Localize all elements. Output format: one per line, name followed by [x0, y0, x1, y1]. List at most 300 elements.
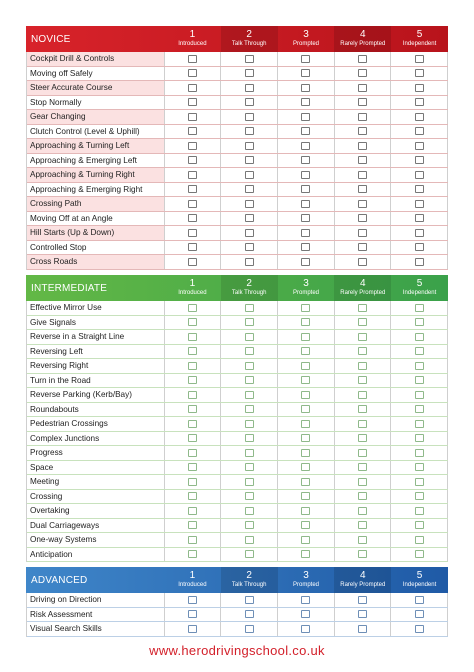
- checkbox[interactable]: [358, 434, 367, 442]
- checkbox[interactable]: [301, 127, 310, 135]
- level-cell: [165, 212, 222, 226]
- checkbox[interactable]: [358, 449, 367, 457]
- checkbox[interactable]: [358, 98, 367, 106]
- level-cell: [278, 593, 335, 607]
- checkbox[interactable]: [188, 142, 197, 150]
- checkbox[interactable]: [301, 550, 310, 558]
- level-cell: [391, 622, 448, 636]
- checkbox[interactable]: [358, 55, 367, 63]
- checkbox[interactable]: [358, 258, 367, 266]
- level-cell: [391, 548, 448, 562]
- level-cell: [165, 374, 222, 388]
- checkbox[interactable]: [358, 405, 367, 413]
- level-cell: [391, 504, 448, 518]
- skill-row: [27, 490, 448, 505]
- level-cell: [221, 519, 278, 533]
- checkbox[interactable]: [415, 536, 424, 544]
- checkbox[interactable]: [245, 449, 254, 457]
- checkbox[interactable]: [358, 243, 367, 251]
- checkbox[interactable]: [245, 492, 254, 500]
- skill-name: One-way Systems: [27, 533, 165, 547]
- checkbox[interactable]: [188, 113, 197, 121]
- level-cell: [221, 417, 278, 431]
- level-cell: [278, 461, 335, 475]
- checkbox[interactable]: [188, 434, 197, 442]
- checkbox[interactable]: [301, 243, 310, 251]
- checkbox[interactable]: [188, 507, 197, 515]
- level-number: 5: [416, 570, 423, 581]
- level-cell: [278, 81, 335, 95]
- checkbox[interactable]: [188, 84, 197, 92]
- level-cell: [278, 548, 335, 562]
- level-cell: [391, 226, 448, 240]
- checkbox[interactable]: [188, 98, 197, 106]
- checkbox[interactable]: [188, 492, 197, 500]
- checkbox[interactable]: [415, 492, 424, 500]
- checkbox[interactable]: [301, 625, 310, 633]
- level-cell: [335, 110, 392, 124]
- checkbox[interactable]: [358, 362, 367, 370]
- checkbox[interactable]: [415, 127, 424, 135]
- checkbox[interactable]: [188, 171, 197, 179]
- level-cell: [278, 110, 335, 124]
- level-cell: [165, 519, 222, 533]
- skill-row: [27, 359, 448, 374]
- checkbox[interactable]: [188, 391, 197, 399]
- checkbox[interactable]: [188, 214, 197, 222]
- skill-row: [27, 622, 448, 637]
- checkbox[interactable]: [415, 55, 424, 63]
- checkbox[interactable]: [245, 625, 254, 633]
- skill-name: Reverse in a Straight Line: [27, 330, 165, 344]
- checkbox[interactable]: [301, 596, 310, 604]
- checkbox[interactable]: [301, 434, 310, 442]
- level-column-header: [391, 567, 448, 593]
- checkbox[interactable]: [358, 610, 367, 618]
- level-column-header: [334, 275, 391, 301]
- checkbox[interactable]: [245, 258, 254, 266]
- checkbox[interactable]: [301, 391, 310, 399]
- checkbox[interactable]: [415, 304, 424, 312]
- skill-row: [27, 432, 448, 447]
- checkbox[interactable]: [415, 625, 424, 633]
- advanced-section: [26, 567, 448, 637]
- level-cell: [221, 301, 278, 315]
- level-column-header: [334, 26, 391, 52]
- checkbox[interactable]: [301, 98, 310, 106]
- checkbox[interactable]: [415, 113, 424, 121]
- level-cell: [335, 374, 392, 388]
- checkbox[interactable]: [301, 449, 310, 457]
- checkbox[interactable]: [415, 200, 424, 208]
- level-number: 5: [416, 29, 423, 40]
- checkbox[interactable]: [415, 376, 424, 384]
- checkbox[interactable]: [358, 200, 367, 208]
- skill-row: [27, 110, 448, 125]
- checkbox[interactable]: [188, 449, 197, 457]
- level-cell: [278, 608, 335, 622]
- checkbox[interactable]: [245, 550, 254, 558]
- checkbox[interactable]: [358, 229, 367, 237]
- checkbox[interactable]: [415, 156, 424, 164]
- checkbox[interactable]: [188, 376, 197, 384]
- checkbox[interactable]: [415, 405, 424, 413]
- skill-name: Steer Accurate Course: [27, 81, 165, 95]
- checkbox[interactable]: [245, 98, 254, 106]
- checkbox[interactable]: [301, 333, 310, 341]
- checkbox[interactable]: [245, 405, 254, 413]
- checkbox[interactable]: [415, 550, 424, 558]
- checkbox[interactable]: [301, 478, 310, 486]
- checkbox[interactable]: [358, 492, 367, 500]
- level-cell: [221, 255, 278, 269]
- checkbox[interactable]: [301, 304, 310, 312]
- checkbox[interactable]: [245, 214, 254, 222]
- level-cell: [278, 125, 335, 139]
- level-cell: [391, 125, 448, 139]
- level-number: 1: [189, 278, 196, 289]
- level-cell: [221, 461, 278, 475]
- level-cell: [221, 608, 278, 622]
- checkbox[interactable]: [301, 214, 310, 222]
- checkbox[interactable]: [245, 376, 254, 384]
- skill-name: Stop Normally: [27, 96, 165, 110]
- checkbox[interactable]: [358, 376, 367, 384]
- checkbox[interactable]: [301, 347, 310, 355]
- novice-header: [26, 26, 448, 52]
- checkbox[interactable]: [358, 596, 367, 604]
- checkbox[interactable]: [358, 214, 367, 222]
- checkbox[interactable]: [301, 536, 310, 544]
- level-cell: [391, 52, 448, 66]
- skill-name: Effective Mirror Use: [27, 301, 165, 315]
- checkbox[interactable]: [301, 171, 310, 179]
- checkbox[interactable]: [245, 610, 254, 618]
- level-cell: [165, 345, 222, 359]
- checkbox[interactable]: [358, 156, 367, 164]
- checkbox[interactable]: [415, 171, 424, 179]
- checkbox[interactable]: [188, 347, 197, 355]
- checkbox[interactable]: [188, 258, 197, 266]
- checkbox[interactable]: [188, 304, 197, 312]
- checkbox[interactable]: [358, 113, 367, 121]
- checkbox[interactable]: [245, 113, 254, 121]
- checkbox[interactable]: [415, 318, 424, 326]
- level-number: 3: [303, 278, 309, 289]
- skill-name: Crossing: [27, 490, 165, 504]
- checkbox[interactable]: [358, 420, 367, 428]
- checkbox[interactable]: [301, 185, 310, 193]
- checkbox[interactable]: [245, 478, 254, 486]
- checkbox[interactable]: [188, 405, 197, 413]
- checkbox[interactable]: [358, 127, 367, 135]
- checkbox[interactable]: [245, 463, 254, 471]
- novice-title: NOVICE: [31, 33, 71, 45]
- level-cell: [278, 241, 335, 255]
- skill-row: [27, 461, 448, 476]
- intermediate-skill-list: [26, 301, 448, 562]
- checkbox[interactable]: [358, 550, 367, 558]
- checkbox[interactable]: [301, 84, 310, 92]
- checkbox[interactable]: [188, 333, 197, 341]
- checkbox[interactable]: [188, 185, 197, 193]
- checkbox[interactable]: [358, 318, 367, 326]
- checkbox[interactable]: [358, 69, 367, 77]
- level-cell: [335, 81, 392, 95]
- skill-row: [27, 593, 448, 608]
- skill-name: Overtaking: [27, 504, 165, 518]
- checkbox[interactable]: [245, 434, 254, 442]
- checkbox[interactable]: [245, 55, 254, 63]
- skill-name: Cross Roads: [27, 255, 165, 269]
- level-cell: [221, 533, 278, 547]
- level-cell: [165, 197, 222, 211]
- checkbox[interactable]: [245, 347, 254, 355]
- skill-name: Progress: [27, 446, 165, 460]
- skill-row: [27, 81, 448, 96]
- checkbox[interactable]: [301, 362, 310, 370]
- checkbox[interactable]: [245, 521, 254, 529]
- checkbox[interactable]: [188, 420, 197, 428]
- level-cell: [221, 330, 278, 344]
- checkbox[interactable]: [358, 478, 367, 486]
- checkbox[interactable]: [358, 185, 367, 193]
- checkbox[interactable]: [245, 420, 254, 428]
- level-label: Introduced: [178, 41, 207, 47]
- checkbox[interactable]: [188, 69, 197, 77]
- footer-website[interactable]: www.herodrivingschool.co.uk: [149, 643, 325, 658]
- level-cell: [165, 533, 222, 547]
- checkbox[interactable]: [358, 84, 367, 92]
- checkbox[interactable]: [245, 391, 254, 399]
- checkbox[interactable]: [188, 55, 197, 63]
- level-cell: [221, 475, 278, 489]
- checkbox[interactable]: [301, 142, 310, 150]
- checkbox[interactable]: [188, 229, 197, 237]
- level-cell: [278, 154, 335, 168]
- checkbox[interactable]: [358, 347, 367, 355]
- level-column-header: [221, 275, 278, 301]
- skill-row: [27, 446, 448, 461]
- skill-name: Moving off Safely: [27, 67, 165, 81]
- level-cell: [221, 183, 278, 197]
- checkbox[interactable]: [245, 333, 254, 341]
- skill-row: [27, 212, 448, 227]
- checkbox[interactable]: [358, 463, 367, 471]
- checkbox[interactable]: [415, 463, 424, 471]
- level-cell: [221, 241, 278, 255]
- checkbox[interactable]: [301, 420, 310, 428]
- checkbox[interactable]: [188, 156, 197, 164]
- checkbox[interactable]: [415, 69, 424, 77]
- level-column-header: [278, 26, 335, 52]
- checkbox[interactable]: [358, 536, 367, 544]
- level-cell: [335, 212, 392, 226]
- checkbox[interactable]: [301, 113, 310, 121]
- checkbox[interactable]: [415, 391, 424, 399]
- checkbox[interactable]: [188, 200, 197, 208]
- checkbox[interactable]: [188, 625, 197, 633]
- checkbox[interactable]: [415, 347, 424, 355]
- checkbox[interactable]: [415, 420, 424, 428]
- checkbox[interactable]: [415, 185, 424, 193]
- checkbox[interactable]: [301, 200, 310, 208]
- checkbox[interactable]: [415, 610, 424, 618]
- checkbox[interactable]: [301, 55, 310, 63]
- level-cell: [391, 519, 448, 533]
- checkbox[interactable]: [188, 550, 197, 558]
- level-cell: [221, 548, 278, 562]
- level-label: Independent: [402, 41, 437, 47]
- checkbox[interactable]: [245, 362, 254, 370]
- level-cell: [221, 316, 278, 330]
- checkbox[interactable]: [415, 362, 424, 370]
- level-label: Prompted: [292, 41, 319, 47]
- checkbox[interactable]: [415, 478, 424, 486]
- checkbox[interactable]: [188, 610, 197, 618]
- checkbox[interactable]: [358, 171, 367, 179]
- checkbox[interactable]: [415, 449, 424, 457]
- checkbox[interactable]: [415, 521, 424, 529]
- checkbox[interactable]: [358, 391, 367, 399]
- checkbox[interactable]: [301, 376, 310, 384]
- checkbox[interactable]: [301, 492, 310, 500]
- checkbox[interactable]: [358, 521, 367, 529]
- level-cell: [165, 475, 222, 489]
- checkbox[interactable]: [245, 318, 254, 326]
- checkbox[interactable]: [301, 405, 310, 413]
- checkbox[interactable]: [415, 142, 424, 150]
- level-cell: [165, 67, 222, 81]
- level-cell: [335, 548, 392, 562]
- level-label: Introduced: [178, 582, 207, 588]
- checkbox[interactable]: [301, 610, 310, 618]
- checkbox[interactable]: [415, 229, 424, 237]
- checkbox[interactable]: [415, 258, 424, 266]
- checkbox[interactable]: [301, 507, 310, 515]
- checkbox[interactable]: [245, 304, 254, 312]
- level-cell: [278, 417, 335, 431]
- checkbox[interactable]: [245, 507, 254, 515]
- level-cell: [165, 504, 222, 518]
- checkbox[interactable]: [415, 596, 424, 604]
- level-cell: [221, 226, 278, 240]
- level-cell: [335, 183, 392, 197]
- checkbox[interactable]: [358, 304, 367, 312]
- skill-row: [27, 226, 448, 241]
- level-cell: [165, 330, 222, 344]
- intermediate-title: INTERMEDIATE: [31, 282, 108, 294]
- level-cell: [391, 446, 448, 460]
- checkbox[interactable]: [188, 596, 197, 604]
- checkbox[interactable]: [301, 156, 310, 164]
- checkbox[interactable]: [415, 243, 424, 251]
- checkbox[interactable]: [188, 243, 197, 251]
- checkbox[interactable]: [245, 200, 254, 208]
- checkbox[interactable]: [301, 69, 310, 77]
- level-cell: [278, 197, 335, 211]
- checkbox[interactable]: [245, 596, 254, 604]
- level-cell: [335, 67, 392, 81]
- level-cell: [165, 403, 222, 417]
- level-cell: [335, 490, 392, 504]
- checkbox[interactable]: [188, 463, 197, 471]
- checkbox[interactable]: [245, 127, 254, 135]
- skill-row: [27, 67, 448, 82]
- level-cell: [165, 490, 222, 504]
- level-number: 4: [360, 29, 366, 40]
- checkbox[interactable]: [188, 521, 197, 529]
- level-cell: [335, 226, 392, 240]
- skill-row: [27, 504, 448, 519]
- checkbox[interactable]: [188, 318, 197, 326]
- level-cell: [221, 81, 278, 95]
- level-cell: [221, 154, 278, 168]
- checkbox[interactable]: [245, 171, 254, 179]
- checkbox[interactable]: [415, 434, 424, 442]
- level-cell: [278, 345, 335, 359]
- checkbox[interactable]: [188, 536, 197, 544]
- checkbox[interactable]: [245, 142, 254, 150]
- level-column-header: [221, 26, 278, 52]
- checkbox[interactable]: [301, 229, 310, 237]
- skill-row: [27, 388, 448, 403]
- level-cell: [221, 168, 278, 182]
- level-cell: [335, 593, 392, 607]
- checkbox[interactable]: [245, 229, 254, 237]
- checkbox[interactable]: [301, 318, 310, 326]
- novice-section: [26, 26, 448, 270]
- checkbox[interactable]: [245, 84, 254, 92]
- skill-row: [27, 403, 448, 418]
- checkbox[interactable]: [245, 185, 254, 193]
- novice-skill-list: [26, 52, 448, 270]
- level-cell: [335, 446, 392, 460]
- level-cell: [335, 504, 392, 518]
- checkbox[interactable]: [358, 333, 367, 341]
- level-number: 4: [360, 278, 366, 289]
- checkbox[interactable]: [188, 127, 197, 135]
- level-cell: [278, 388, 335, 402]
- level-cell: [335, 330, 392, 344]
- checkbox[interactable]: [358, 625, 367, 633]
- checkbox[interactable]: [188, 478, 197, 486]
- checkbox[interactable]: [415, 214, 424, 222]
- level-cell: [278, 226, 335, 240]
- level-cell: [335, 154, 392, 168]
- checkbox[interactable]: [415, 84, 424, 92]
- level-column-header: [221, 567, 278, 593]
- checkbox[interactable]: [415, 98, 424, 106]
- checkbox[interactable]: [415, 507, 424, 515]
- checkbox[interactable]: [245, 156, 254, 164]
- checkbox[interactable]: [245, 536, 254, 544]
- checkbox[interactable]: [301, 521, 310, 529]
- level-cell: [335, 475, 392, 489]
- level-cell: [165, 432, 222, 446]
- checkbox[interactable]: [245, 243, 254, 251]
- checkbox[interactable]: [415, 333, 424, 341]
- checkbox[interactable]: [301, 258, 310, 266]
- checkbox[interactable]: [358, 507, 367, 515]
- level-cell: [335, 622, 392, 636]
- level-cell: [278, 519, 335, 533]
- checkbox[interactable]: [245, 69, 254, 77]
- skill-row: [27, 96, 448, 111]
- checkbox[interactable]: [301, 463, 310, 471]
- checkbox[interactable]: [188, 362, 197, 370]
- checkbox[interactable]: [358, 142, 367, 150]
